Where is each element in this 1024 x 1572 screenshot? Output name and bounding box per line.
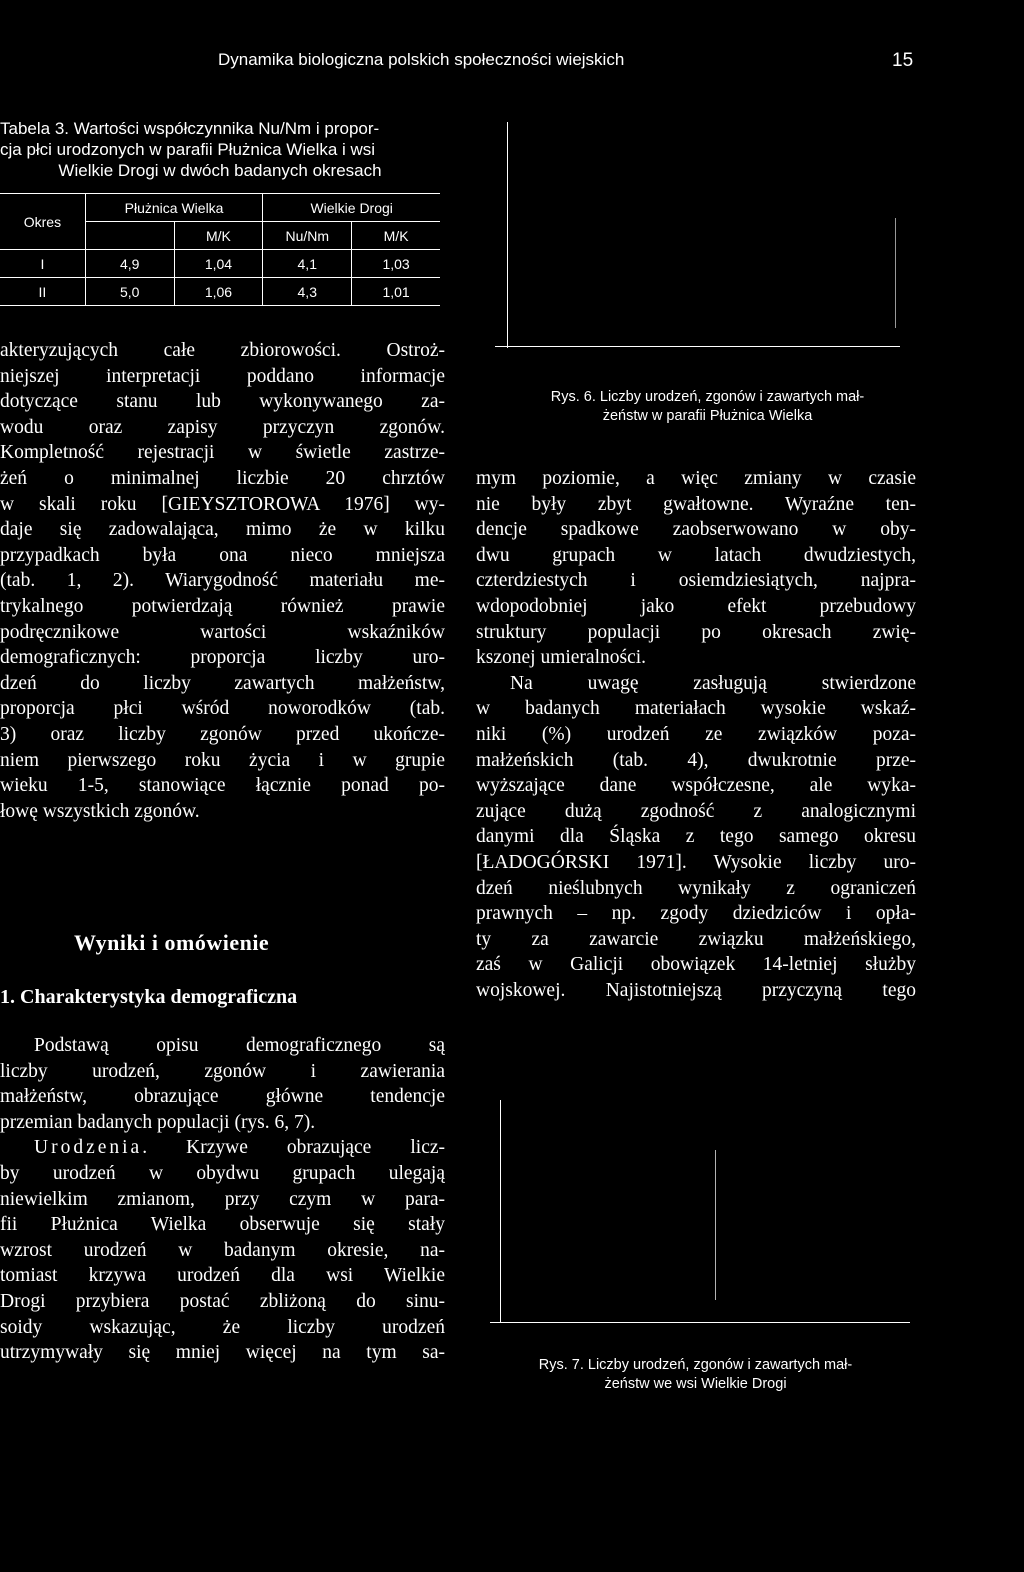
- figure-7-caption-line: Rys. 7. Liczby urodzeń, zgonów i zawartych mał-: [538, 1357, 853, 1373]
- text-line: 3) oraz liczby zgonów przed ukończe-: [0, 723, 445, 745]
- text-line: liczby urodzeń, zgonów i zawierania: [0, 1060, 445, 1082]
- text-line: niejszej interpretacji poddano informacje: [0, 365, 445, 387]
- text-line: małżeństw, obrazujące główne tendencje: [0, 1086, 445, 1108]
- cell: 1,01: [352, 278, 440, 306]
- text-line: danymi dla Śląska z tego samego okresu: [476, 826, 916, 848]
- text-line: przypadkach była ona nieco mniejsza: [0, 544, 445, 566]
- text-line: mym poziomie, a więc zmiany w czasie: [476, 468, 916, 489]
- cell: 4,3: [263, 278, 352, 306]
- table-row: [0, 250, 440, 278]
- cell: 4,1: [263, 250, 352, 278]
- figure-6-y-axis: [507, 122, 508, 348]
- figure-6-x-axis: [495, 346, 900, 347]
- text-line: by urodzeń w obydwu grupach ulegają: [0, 1162, 445, 1184]
- text-line: tomiast krzywa urodzeń dla wsi Wielkie: [0, 1265, 445, 1287]
- header-okres: Okres: [0, 194, 85, 250]
- text-line: trykalnego potwierdzają również prawie: [0, 595, 445, 617]
- figure-6-caption-line: żeństw w parafii Płużnica Wielka: [602, 408, 813, 424]
- urodzenia-label: Urodzenia: [34, 1137, 143, 1159]
- text-line: proporcja płci wśród noworodków (tab.: [0, 698, 445, 720]
- figure-7-caption-line: żeństw we wsi Wielkie Drogi: [604, 1376, 787, 1392]
- text-line: w badanych materiałach wysokie wskaź-: [476, 698, 916, 720]
- text-line: niem pierwszego roku życia i w grupie: [0, 749, 445, 771]
- text-line: wieku 1-5, stanowiące łącznie ponad po-: [0, 775, 445, 797]
- header-group-pluznica: Płużnica Wielka: [85, 194, 263, 222]
- running-title: Dynamika biologiczna polskich społeczności wiejskich: [218, 50, 625, 69]
- subheader-c2: M/K: [174, 222, 263, 250]
- text-line: zaś w Galicji obowiązek 14-letniej służby: [476, 954, 916, 976]
- table3-caption-line: Wielkie Drogi w dwóch badanych okresach: [58, 161, 382, 180]
- table3: [0, 193, 440, 306]
- text-line: Na uwagę zasługują stwierdzone: [510, 672, 916, 694]
- text-line: akteryzujących całe zbiorowości. Ostroż-: [0, 340, 445, 361]
- subsection-heading: 1. Charakterystyka demograficzna: [0, 986, 298, 1008]
- text-line: kszonej umieralności.: [476, 647, 647, 669]
- figure-7-caption: [458, 1356, 933, 1394]
- text-line: dotyczące stanu lub wykonywanego za-: [0, 391, 445, 413]
- cell-okres: I: [0, 250, 85, 278]
- table3-caption-line: cja płci urodzonych w parafii Płużnica Wielka i wsi: [0, 140, 376, 159]
- table3-caption: [0, 118, 450, 181]
- table-row: [0, 278, 440, 306]
- text-line: wodu oraz zapisy przyczyn zgonów.: [0, 416, 445, 438]
- text-line: wzrost urodzeń w badanym okresie, na-: [0, 1239, 445, 1261]
- text-line: daje się zadowalająca, mimo że w kilku: [0, 519, 445, 541]
- text-line: [ŁADOGÓRSKI 1971]. Wysokie liczby uro-: [476, 851, 916, 873]
- text-line: w skali roku [GIEYSZTOROWA 1976] wy-: [0, 493, 445, 515]
- text-line: soidy wskazując, że liczby urodzeń: [0, 1316, 445, 1338]
- table3-caption-line: Tabela 3. Wartości współczynnika Nu/Nm i propor-: [0, 119, 380, 138]
- text-line: fii Płużnica Wielka obserwuje się stały: [0, 1214, 445, 1236]
- text-line: wdopodobniej jako efekt przebudowy: [476, 595, 916, 617]
- text-line: prawnych – np. zgody dziedziców i opła-: [476, 903, 916, 925]
- text-line: dencje spadkowe zaobserwowano w oby-: [476, 519, 916, 541]
- page-number: 15: [892, 50, 914, 71]
- figure-7-x-axis: [490, 1322, 910, 1323]
- cell: 1,06: [174, 278, 263, 306]
- text-line: Kompletność rejestracji w świetle zastrze-: [0, 442, 445, 464]
- table-header-row: [0, 194, 440, 222]
- text-fragment: . Krzywe obrazujące licz-: [142, 1137, 445, 1159]
- text-line: wyższające dane współczesne, ale wyka-: [476, 775, 916, 797]
- text-line: [0, 1135, 445, 1161]
- text-line: demograficznych: proporcja liczby uro-: [0, 647, 445, 669]
- text-line: zujące dużą zgodność z analogicznymi: [476, 800, 916, 822]
- text-line: podręcznikowe wartości wskaźników: [0, 621, 445, 643]
- figure-6-caption: [480, 388, 935, 426]
- text-line: (tab. 1, 2). Wiarygodność materiału me-: [0, 570, 445, 592]
- text-line: żeń o minimalnej liczbie 20 chrztów: [0, 467, 445, 489]
- section-heading: Wyniki i omówienie: [74, 930, 270, 955]
- text-line: ty za zawarcie związku małżeńskiego,: [476, 928, 916, 950]
- left-column-text-2: [0, 1033, 445, 1366]
- text-line: wojskowej. Najistotniejszą przyczyną tego: [476, 979, 916, 1001]
- text-line: czterdziestych i osiemdziesiątych, najpra-: [476, 570, 916, 592]
- cell: 4,9: [85, 250, 174, 278]
- cell: 1,03: [352, 250, 440, 278]
- text-line: struktury populacji po okresach zwię-: [476, 621, 916, 643]
- subheader-c4: M/K: [352, 222, 440, 250]
- figure-7-y-axis: [500, 1100, 501, 1322]
- running-header: [0, 50, 1024, 76]
- text-line: łowę wszystkich zgonów.: [0, 800, 200, 822]
- text-line: dzeń do liczby zawartych małżeństw,: [0, 672, 445, 694]
- text-line: dzeń nieślubnych wynikały z ograniczeń: [476, 877, 916, 899]
- text-line: małżeńskich (tab. 4), dwukrotnie prze-: [476, 749, 916, 771]
- text-line: utrzymywały się mniej więcej na tym sa-: [0, 1342, 445, 1364]
- figure-7: [490, 1090, 920, 1330]
- subheader-c1: [85, 222, 174, 250]
- header-group-wielkie-drogi: Wielkie Drogi: [263, 194, 440, 222]
- text-line: przemian badanych populacji (rys. 6, 7).: [0, 1111, 316, 1133]
- figure-6: [495, 118, 915, 358]
- cell-okres: II: [0, 278, 85, 306]
- left-column-text: [0, 338, 445, 824]
- text-line: nie były zbyt gwałtowne. Wyraźne ten-: [476, 493, 916, 515]
- cell: 5,0: [85, 278, 174, 306]
- text-line: Drogi przybiera postać zbliżoną do sinu-: [0, 1290, 445, 1312]
- figure-6-caption-line: Rys. 6. Liczby urodzeń, zgonów i zawartych mał-: [550, 389, 865, 405]
- figure-6-right-axis: [895, 218, 896, 328]
- right-column-text: [476, 466, 916, 1003]
- figure-7-right-axis: [715, 1150, 716, 1300]
- text-line: Podstawą opisu demograficznego są: [34, 1035, 445, 1056]
- text-line: niewielkim zmianom, przy czym w para-: [0, 1188, 445, 1210]
- cell: 1,04: [174, 250, 263, 278]
- subheader-c3: Nu/Nm: [263, 222, 352, 250]
- text-line: dwu grupach w latach dwudziestych,: [476, 544, 916, 566]
- text-line: niki (%) urodzeń ze związków poza-: [476, 723, 916, 745]
